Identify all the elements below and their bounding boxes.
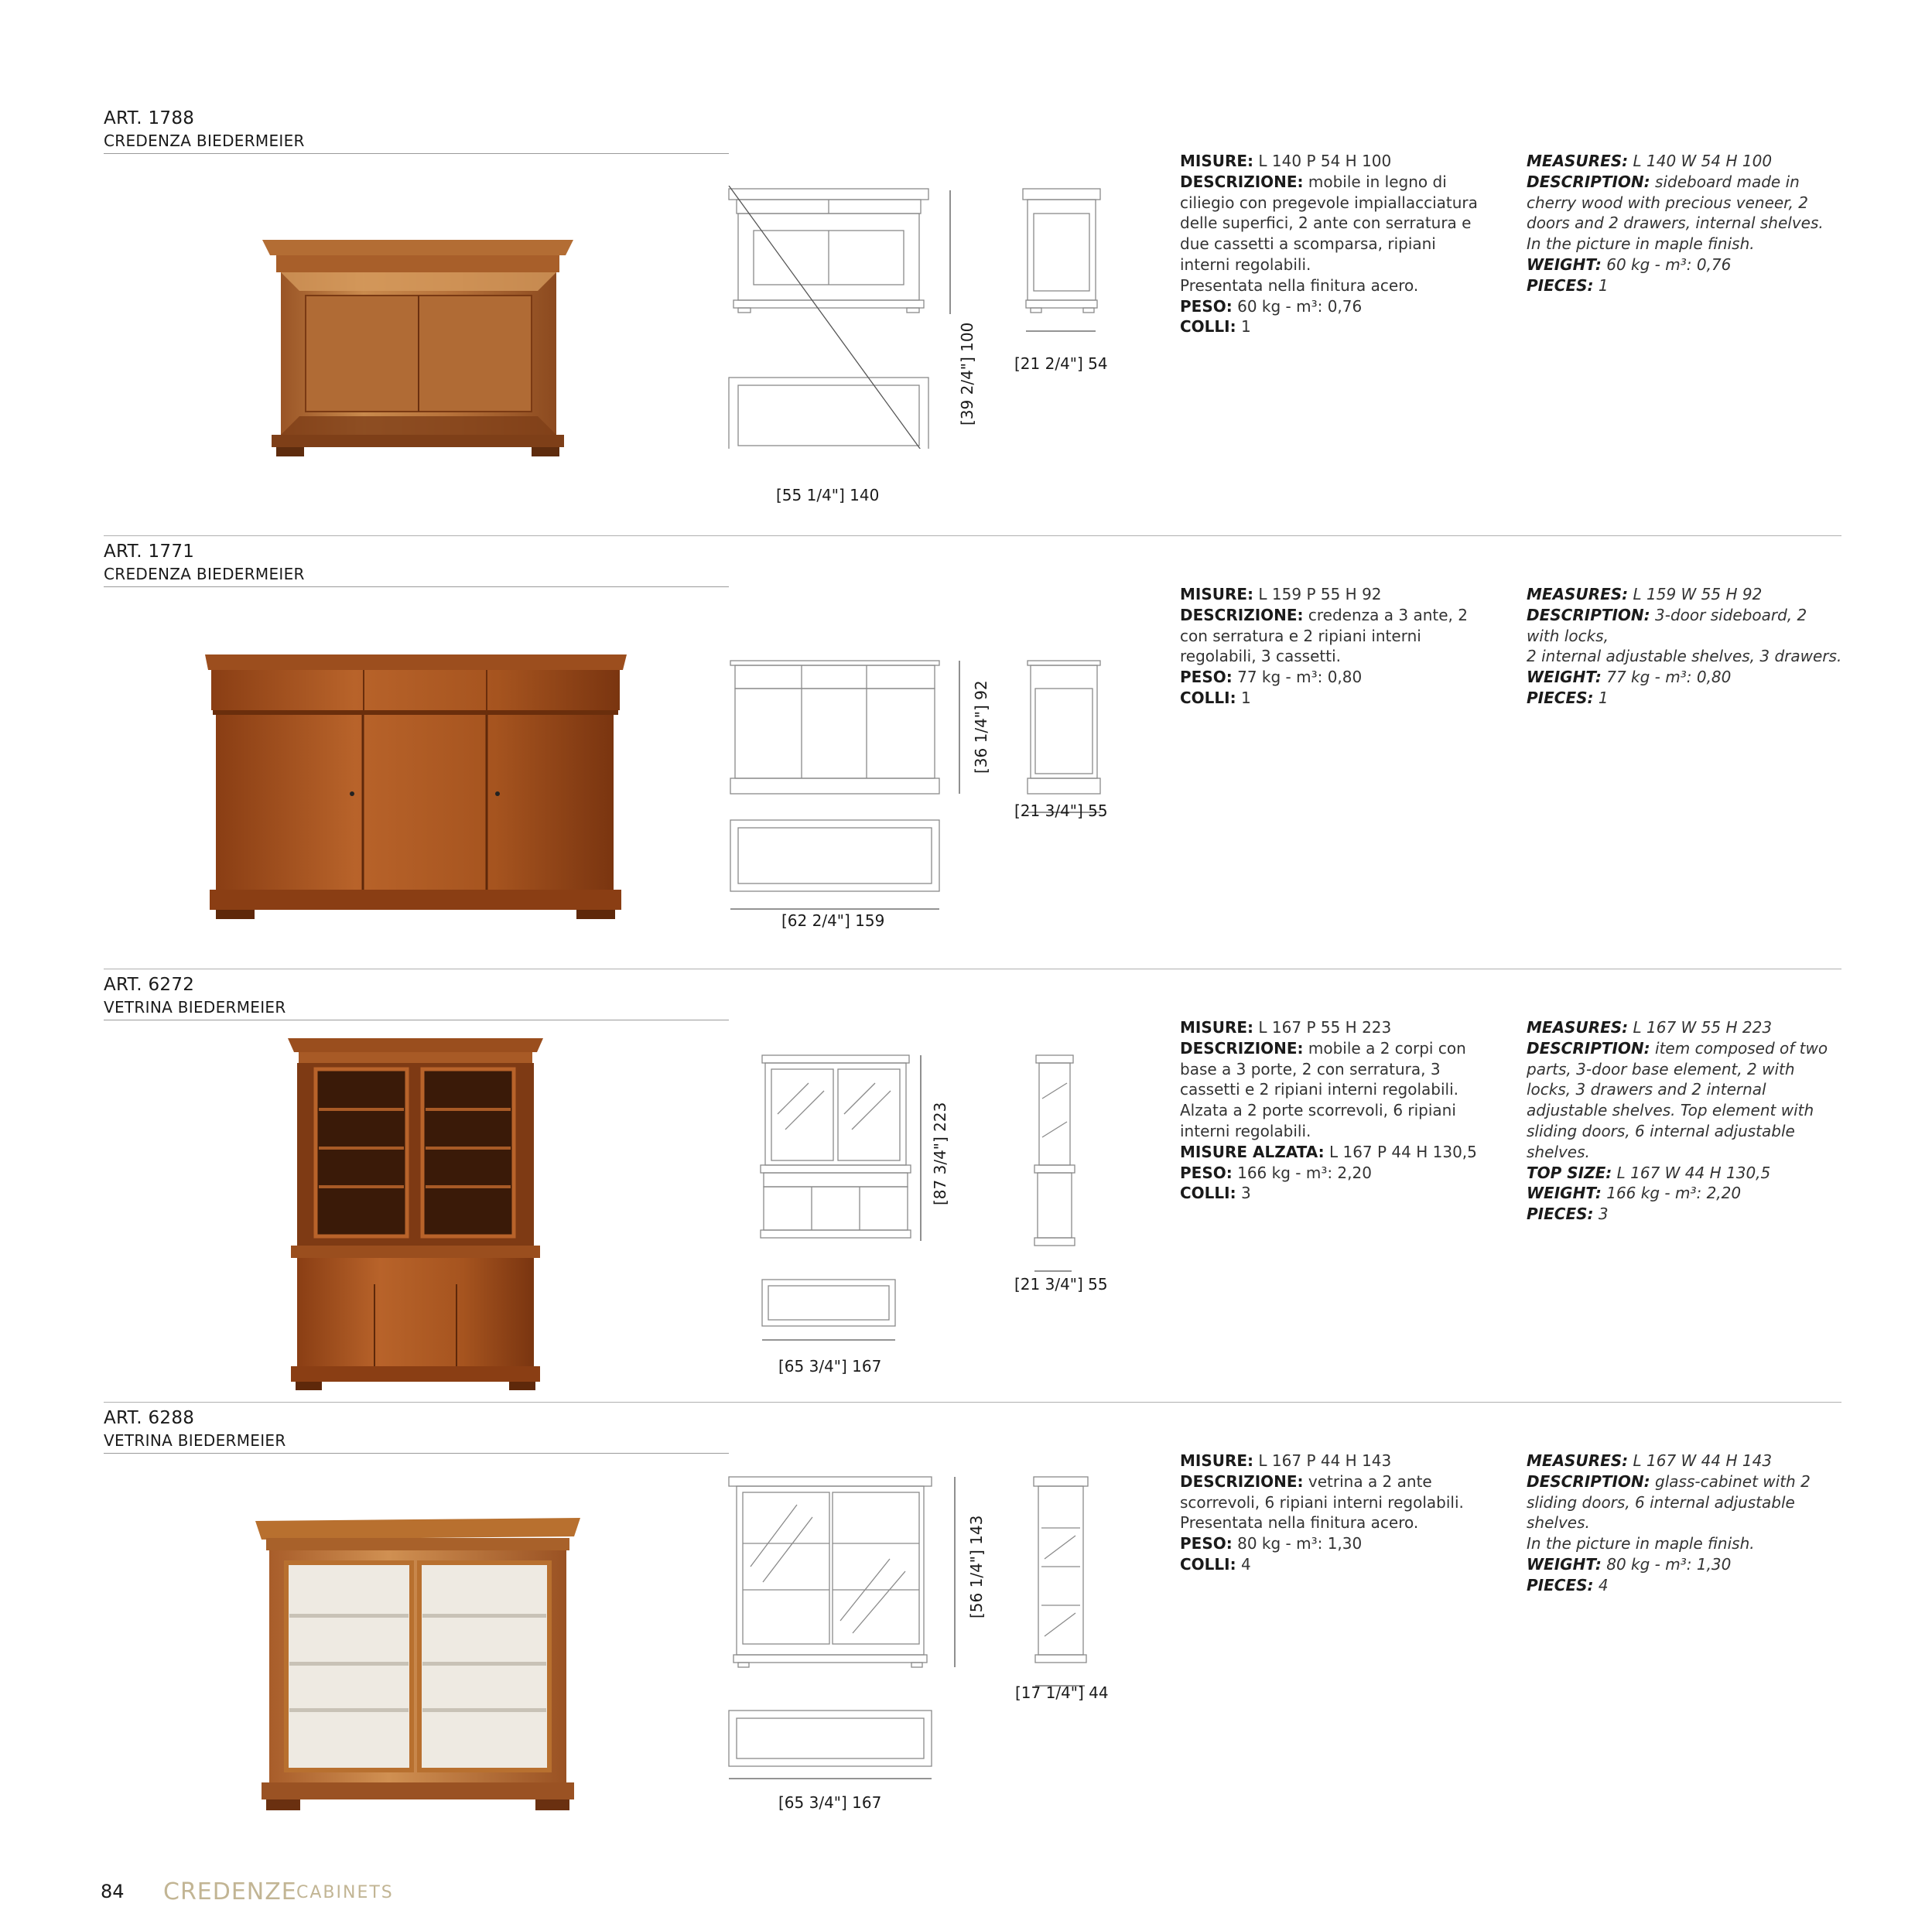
technical-drawings bbox=[727, 186, 1130, 449]
italian-description: MISURE: L 159 P 55 H 92 DESCRIZIONE: credenza a 3 ante, 2 con serratura e 2 ripiani interni regolabili, 3 cassetti. PESO: 77 kg - m³: 0,80 COLLI: 1 bbox=[1180, 585, 1468, 707]
depth-dimension: [21 3/4"] 55 bbox=[1014, 1275, 1108, 1294]
article-name: VETRINA BIEDERMEIER bbox=[104, 1431, 286, 1450]
depth-dimension: [17 1/4"] 44 bbox=[1015, 1683, 1109, 1702]
depth-dimension: [21 3/4"] 55 bbox=[1014, 801, 1108, 820]
article-number: ART. 6272 bbox=[104, 975, 195, 995]
article-name: VETRINA BIEDERMEIER bbox=[104, 998, 286, 1017]
height-dimension: [39 2/4"] 100 bbox=[958, 322, 976, 426]
article-name: CREDENZA BIEDERMEIER bbox=[104, 565, 305, 583]
page-number: 84 bbox=[101, 1881, 125, 1902]
section-divider bbox=[104, 1402, 1841, 1403]
width-dimension: [65 3/4"] 167 bbox=[778, 1357, 882, 1376]
article-number: ART. 6288 bbox=[104, 1408, 195, 1428]
section-title: CREDENZE bbox=[163, 1878, 297, 1905]
section-title-english: CABINETS bbox=[296, 1883, 394, 1902]
article-name: CREDENZA BIEDERMEIER bbox=[104, 132, 305, 150]
depth-dimension: [21 2/4"] 54 bbox=[1014, 354, 1108, 373]
product-photo bbox=[255, 1518, 580, 1810]
title-divider bbox=[104, 1453, 729, 1454]
italian-description: MISURE: L 167 P 55 H 223 DESCRIZIONE: mobile a 2 corpi con base a 3 porte, 2 con serratura, 3 cassetti e 2 ripiani interni regolabili. Alzata a 2 porte scorrevoli, 6 ripiani interni regolabili. MISURE ALZATA: L 167 P 44 H 130,5 PESO: 166 kg - m³: 2,20 COLLI: 3 bbox=[1180, 1018, 1477, 1203]
width-dimension: [62 2/4"] 159 bbox=[781, 911, 885, 930]
product-photo bbox=[259, 240, 576, 456]
english-description: MEASURES: L 167 W 44 H 143 DESCRIPTION: glass-cabinet with 2 sliding doors, 6 internal adjustable shelves. In the picture in maple finish. WEIGHT: 80 kg - m³: 1,30 PIECES: 4 bbox=[1527, 1451, 1811, 1594]
width-dimension: [55 1/4"] 140 bbox=[776, 486, 880, 504]
height-dimension: [56 1/4"] 143 bbox=[967, 1515, 986, 1618]
article-number: ART. 1788 bbox=[104, 108, 195, 128]
section-divider bbox=[104, 535, 1841, 536]
english-description: MEASURES: L 140 W 54 H 100 DESCRIPTION: sideboard made in cherry wood with precious veneer, 2 doors and 2 drawers, internal shelves. In the picture in maple finish. WEIGHT: 60 kg - m³: 0,76 PIECES: 1 bbox=[1527, 152, 1824, 295]
italian-description: MISURE: L 167 P 44 H 143 DESCRIZIONE: vetrina a 2 ante scorrevoli, 6 ripiani interni regolabili. Presentata nella finitura acero. PESO: 80 kg - m³: 1,30 COLLI: 4 bbox=[1180, 1451, 1464, 1574]
height-dimension: [36 1/4"] 92 bbox=[972, 680, 990, 774]
product-photo bbox=[205, 654, 627, 919]
title-divider bbox=[104, 586, 729, 587]
italian-description: MISURE: L 140 P 54 H 100 DESCRIZIONE: mobile in legno di ciliegio con pregevole impiallacciatura delle superfici, 2 ante con serratura e due cassetti a scomparsa, ripiani interni regolabili. Presentata nella finitura acero. PESO: 60 kg - m³: 0,76 COLLI: 1 bbox=[1180, 152, 1478, 337]
product-photo bbox=[288, 1038, 543, 1390]
technical-drawings bbox=[727, 658, 1130, 921]
technical-drawings bbox=[727, 1474, 1130, 1799]
article-number: ART. 1771 bbox=[104, 542, 195, 562]
title-divider bbox=[104, 153, 729, 154]
english-description: MEASURES: L 159 W 55 H 92 DESCRIPTION: 3-door sideboard, 2 with locks, 2 internal adjustable shelves, 3 drawers. WEIGHT: 77 kg - m³: 0,80 PIECES: 1 bbox=[1527, 585, 1842, 707]
width-dimension: [65 3/4"] 167 bbox=[778, 1793, 882, 1812]
english-description: MEASURES: L 167 W 55 H 223 DESCRIPTION: item composed of two parts, 3-door base element, 2 with locks, 3 drawers and 2 internal adjustable shelves. Top element with sliding doors, 6 internal adjustable shelves. TOP SIZE: L 167 W 44 H 130,5 WEIGHT: 166 kg - m³: 2,20 PIECES: 3 bbox=[1527, 1018, 1828, 1224]
height-dimension: [87 3/4"] 223 bbox=[931, 1102, 949, 1205]
